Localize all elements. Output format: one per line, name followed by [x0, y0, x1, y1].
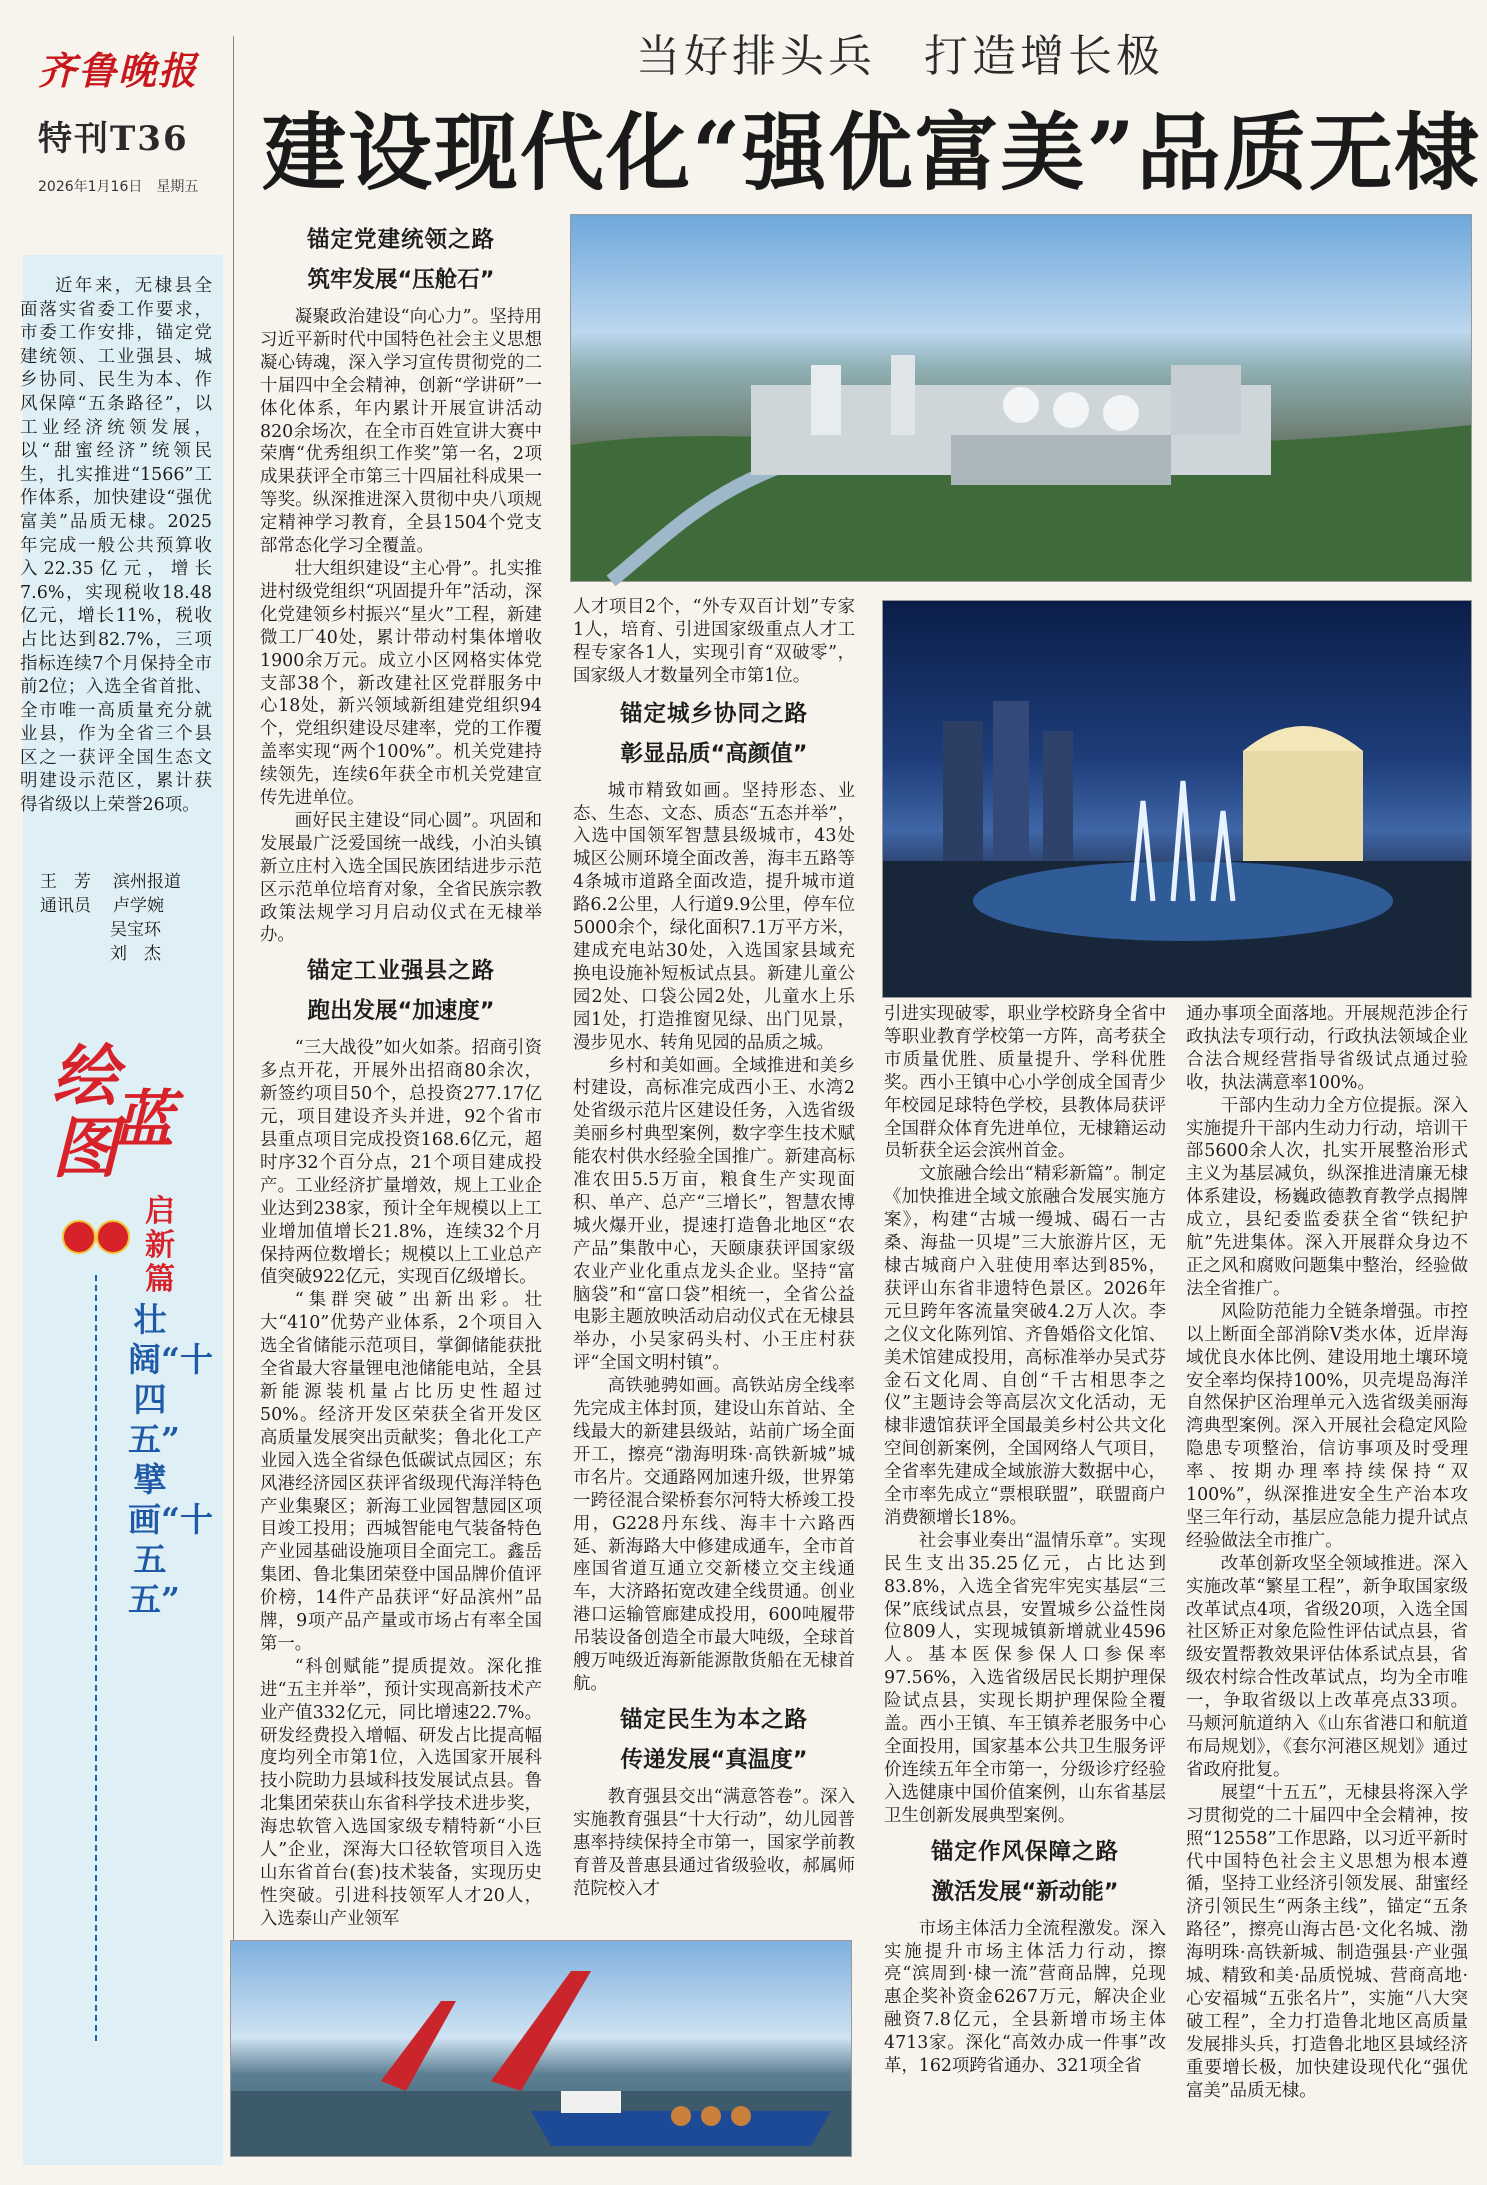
paragraph: 高铁驰骋如画。高铁站房全线率先完成主体封顶，建设山东首站、全线最大的新建县级站，站前广场全面开工，擦亮“渤海明珠·高铁新城”城市名片。交通路网加速升级，世界第一跨径混合梁桥套尔河特大桥竣工投用，G228丹东线、海丰十六路西延、新海路大中修建成通车，全市首座国省道互通立交新楼立交主线通车，大济路拓宽改建全线贯通。创业港口运输管廊建成投用，600吨履带吊装设备创造全市最大吨级，全球首艘万吨级近海新能源散货船在无棣首航。 — [573, 1376, 855, 1694]
newspaper-logo: 齐鲁晚报 — [38, 48, 199, 93]
lead-paragraph: 近年来，无棣县全面落实省委工作要求，市委工作安排，锚定党建统领、工业强县、城乡协同、民生为本、作风保障“五条路径”，以工业经济统领发展，以“甜蜜经济”统领民生，扎实推进“1566”工作体系，加快建设“强优富美”品质无棣。2025年完成一般公共预算收入22.35亿元，增长7.6%，实现税收18.48亿元，增长11%，税收占比达到82.7%，三项指标连续7个月保持全市前2位；入选全省首批、全市唯一高质量充分就业县，作为全省三个县区之一获评全国生态文明建设示范区，累计获得省级以上荣誉26项。 — [20, 276, 212, 816]
byline-row — [40, 870, 220, 894]
feature-subtitle: 启新篇 — [145, 1194, 175, 1297]
paragraph: 凝聚政治建设“向心力”。坚持用习近平新时代中国特色社会主义思想凝心铸魂，深入学习宣传贯彻党的二十届四中全会精神，创新“学讲研”一体化体系，年内累计开展宣讲活动820余场次，在全市百姓宣讲大赛中荣膺“优秀组织工作奖”第一名，2项成果获评全市第三十四届社科成果一等奖。纵深推进深入贯彻中央八项规定精神学习教育，全县1504个党支部常态化学习全覆盖。 — [260, 307, 542, 557]
paragraph: 社会事业奏出“温情乐章”。实现民生支出35.25亿元，占比达到83.8%，入选全省宪牢宪实基层“三保”底线试点县，安置城乡公益性岗位809人，实现城镇新增就业4596人。基本医保参保人口参保率97.56%，入选省级居民长期护理保险试点县，实现长期护理保险全覆盖。西小王镇、车王镇养老服务中心全面投用，国家基本公共卫生服务评价连续五年全市第一，分级诊疗经验入选健康中国价值案例，山东省基层卫生创新发展典型案例。 — [884, 1530, 1166, 1826]
paragraph: 通办事项全面落地。开展规范涉企行政执法专项行动，行政执法领域企业合法合规经营指导省级试点通过验收，执法满意率100%。 — [1186, 1004, 1468, 1093]
paragraph: 文旅融合绘出“精彩新篇”。制定《加快推进全域文旅融合发展实施方案》，构建“古城一缦城、碣石一古桑、海盐一贝堤”三大旅游片区，无棣古城商户入驻使用率达到85%，获评山东省非遗特色景区。2026年元旦跨年客流量突破4.2万人次。李之仪文化陈列馆、齐鲁婚俗文化馆、美术馆建成投用，高标准举办吴式芬金石文化周、自创“千古相思李之仪”主题诗会等高层次文化活动，无棣非遗馆获评全国最美乡村公共文化空间创新案例，全国网络人气项目，全省率先建成全域旅游大数据中心，全市率先成立“票根联盟”，联盟商户消费额增长18%。 — [884, 1164, 1166, 1528]
feature-title-hui: 绘 图 — [52, 1037, 118, 1187]
byline-org: 吴宝环 — [110, 920, 161, 940]
party-emblem-icon — [62, 1220, 96, 1254]
paragraph: “集群突破”出新出彩。壮大“410”优势产业体系，2个项目入选全省储能示范项目，掌御储能获批全省最大容量锂电池储能电站，全县新能源装机量占比历史性超过50%。经济开发区荣获全省开发区高质量发展突出贡献奖；鲁北化工产业园入选全省绿色低碳试点园区；东风港经济园区获评省级现代海洋特色产业集聚区；新海工业园智慧园区项目竣工投用；西城智能电气装备特色产业园基础设施项目全面完工。鑫岳集团、鲁北集团荣登中国品牌价值评价榜，14件产品获评“好品滨州”品牌，9项产品产量或市场占有率全国第一。 — [260, 1290, 542, 1654]
masthead-divider — [233, 36, 234, 2156]
photo-industrial-park — [570, 214, 1472, 582]
section-heading: 锚定工业强县之路 — [306, 958, 495, 985]
paragraph: 乡村和美如画。全域推进和美乡村建设，高标准完成西小王、水湾2处省级示范片区建设任务，入选省级美丽乡村典型案例，数字孪生技术赋能农村供水经验全国推广。新建高标准农田5.5万亩，粮食生产实现面积、单产、总产“三增长”，智慧农博城火爆开业，提速打造鲁北地区“农产品”集散中心，天颐康获评国家级农业产业化重点龙头企业。坚持“富脑袋”和“富口袋”相统一，全省公益电影主题放映活动启动仪式在无棣县举办，小吴家码头村、小王庄村获评“全国文明村镇”。 — [573, 1055, 855, 1374]
photo-port — [230, 1940, 852, 2157]
column-3 — [884, 1003, 1166, 2078]
paragraph: “科创赋能”提质提效。深化推进“五主并举”，预计实现高新技术产业产值332亿元，同比增速22.7%。研发经费投入增幅、研发占比提高幅度均列全市第1位，入选国家开展科技小院助力县域科技发展试点县。鲁北集团荣获山东省科学技术进步奖，海忠软管入选国家级专精特新“小巨人”企业，深海大口径软管项目入选山东省首台(套)技术装备，实现历史性突破。引进科技领军人才20人，入选泰山产业领军 — [260, 1656, 542, 1929]
section-heading: 锚定城乡协同之路 — [619, 700, 808, 727]
section-subheading: 传递发展“真温度” — [620, 1746, 808, 1773]
paragraph: 市场主体活力全流程激发。深入实施提升市场主体活力行动，擦亮“滨周到·棣一流”营商品牌，兑现惠企奖补资金6267万元，解决企业融资7.8亿元，全县新增市场主体4713家。深化“高效办成一件事”改革，162项跨省通办、321项全省 — [884, 1918, 1166, 2077]
page-headline: 建设现代化“强优富美”品质无棣 — [262, 103, 1481, 202]
national-emblem-icon — [96, 1220, 130, 1254]
section-subheading: 彰显品质“高颜值” — [620, 740, 808, 767]
feature-title-lan: 蓝 — [112, 1083, 175, 1156]
column-4 — [1186, 1003, 1468, 2103]
paragraph: 风险防范能力全链条增强。市控以上断面全部消除V类水体，近岸海域优良水体比例、建设用地土壤环境安全率均保持100%，贝壳堤岛海洋自然保护区治理单元入选省级美丽海湾典型案例。深入开展社会稳定风险隐患专项整治，信访事项及时受理率、按期办理率持续保持“双100%”，纵深推进安全生产治本攻坚三年行动，基层应急能力提升试点经验做法全市推广。 — [1186, 1301, 1468, 1551]
paragraph: 展望“十五五”，无棣县将深入学习贯彻党的二十届四中全会精神，按照“12558”工作思路，以习近平新时代中国特色社会主义思想为根本遵循，坚持工业经济引领发展、甜蜜经济引领民生“两条主线”，锚定“五条路径”，擦亮山海古邑·文化名城、渤海明珠·高铁新城、制造强县·产业强城、精致和美·品质悦城、营商高地·心安福城“五张名片”，实施“八大突破工程”，全力打造鲁北地区高质量发展排头兵，打造鲁北地区县域经济重要增长极，加快建设现代化“强优富美”品质无棣。 — [1186, 1782, 1468, 2101]
paragraph: 干部内生动力全方位提振。深入实施提升干部内生动力行动，培训干部5600余人次，扎实开展整治形式主义为基层减负，纵深推进清廉无棣体系建设，杨巍政德教育教学点揭牌成立，县纪委监委获全省“铁纪护航”先进集体。深入开展群众身边不正之风和腐败问题集中整治，经验做法全省推广。 — [1186, 1095, 1468, 1299]
section-subheading: 筑牢发展“压舱石” — [307, 267, 495, 293]
port-illustration — [231, 1941, 851, 2156]
paragraph: 人才项目2个，“外专双百计划”专家1人，培育、引进国家级重点人才工程专家各1人，实现引育“双破零”，国家级人才数量列全市第1位。 — [573, 597, 855, 686]
byline-role: 通讯员 — [40, 896, 91, 916]
photo-city-night — [882, 600, 1472, 998]
section-subheading: 跑出发展“加速度” — [307, 998, 495, 1025]
byline-row — [40, 942, 220, 966]
paragraph: 城市精致如画。坚持形态、业态、生态、文态、质态“五态并举”，入选中国领军智慧县级城市，43处城区公厕环境全面改善，海丰五路等4条城市道路全面改造，提升城市道路6.2公里，人行道9.9公里，停车位5000余个，绿化面积7.1万平方米，建成充电站30处，入选国家县域充换电设施补短板试点县。新建儿童公园2处、口袋公园2处，儿童水上乐园1处，打造推窗见绿、出门见景，漫步见水、转角见园的品质之城。 — [573, 780, 855, 1053]
paragraph: 引进实现破零，职业学校跻身全省中等职业教育学校第一方阵，高考获全市质量优胜、质量提升、学科优胜奖。西小王镇中心小学创成全国青少年校园足球特色学校，县教体局获评全国群众体育先进单位，无棣籍运动员斩获全运会滨州首金。 — [884, 1004, 1166, 1162]
byline — [40, 870, 220, 966]
column-1 — [260, 220, 542, 1931]
masthead — [38, 40, 223, 196]
section-heading: 锚定民生为本之路 — [619, 1706, 808, 1733]
sidebar-dashed-line — [95, 1275, 97, 2045]
paragraph: “三大战役”如火如荼。招商引资多点开花，开展外出招商80余次，新签约项目50个，总投资277.17亿元，项目建设齐头并进，92个省市县重点项目完成投资168.6亿元，超时序32个百分点，21个项目建成投产。工业经济扩量增效，规上工业企业达到238家，预计全年规模以上工业增加值增长21.8%，连续32个月保持两位数增长；规模以上工业总产值突破922亿元，实现百亿级增长。 — [260, 1038, 542, 1288]
paragraph: 画好民主建设“同心圆”。巩固和发展最广泛爱国统一战线，小泊头镇新立庄村入选全国民族团结进步示范区示范单位培育对象，全省民族宗教政策法规学习月启动仪式在无棣举办。 — [260, 810, 542, 946]
byline-org: 卢学婉 — [113, 896, 164, 916]
paragraph: 壮大组织建设“主心骨”。扎实推进村级党组织“巩固提升年”活动，深化党建领乡村振兴“星火”工程，新建微工厂40处，累计带动村集体增收1900余万元。成立小区网格实体党支部38个，新改建社区党群服务中心18处，新兴领域新组建党组织94个，党组织建设尽建率，党的工作覆盖率实现“两个100%”。机关党建持续领先，连续6年获全市机关党建宣传先进单位。 — [260, 558, 542, 809]
paragraph: 教育强县交出“满意答卷”。深入实施教育强县“十大行动”，幼儿园普惠率持续保持全市第一，国家学前教育普及普惠县通过省级验收，郝属师范院校入才 — [573, 1786, 855, 1899]
feature-slogan: 壮阔“十四五” 擘画“十五五” — [128, 1300, 213, 1619]
byline-row — [40, 918, 220, 942]
section-heading: 锚定党建统领之路 — [306, 227, 495, 253]
section-subheading: 激活发展“新动能” — [931, 1878, 1119, 1905]
byline-role: 王 芳 — [40, 872, 91, 892]
paragraph: 改革创新攻坚全领域推进。深入实施改革“繁星工程”，新争取国家级改革试点4项，省级20项，入选全国社区矫正对象危险性评估试点县，省级安置帮教效果评估体系试点县，省级农村综合性改革试点，均为全市唯一，争取省级以上改革亮点33项。马颊河航道纳入《山东省港口和航道布局规划》，《套尔河港区规划》通过省政府批复。 — [1186, 1553, 1468, 1780]
city-night-illustration — [883, 601, 1471, 997]
byline-org: 刘 杰 — [110, 944, 161, 964]
section-heading: 锚定作风保障之路 — [930, 1838, 1119, 1865]
special-edition-label: 特刊T36 — [38, 119, 189, 159]
issue-date: 2026年1月16日 星期五 — [38, 179, 199, 195]
byline-org: 滨州报道 — [113, 872, 181, 892]
kicker-line: 当好排头兵 打造增长极 — [636, 31, 1164, 82]
byline-row — [40, 894, 220, 918]
industrial-park-illustration — [571, 215, 1471, 581]
column-2 — [573, 596, 855, 1899]
